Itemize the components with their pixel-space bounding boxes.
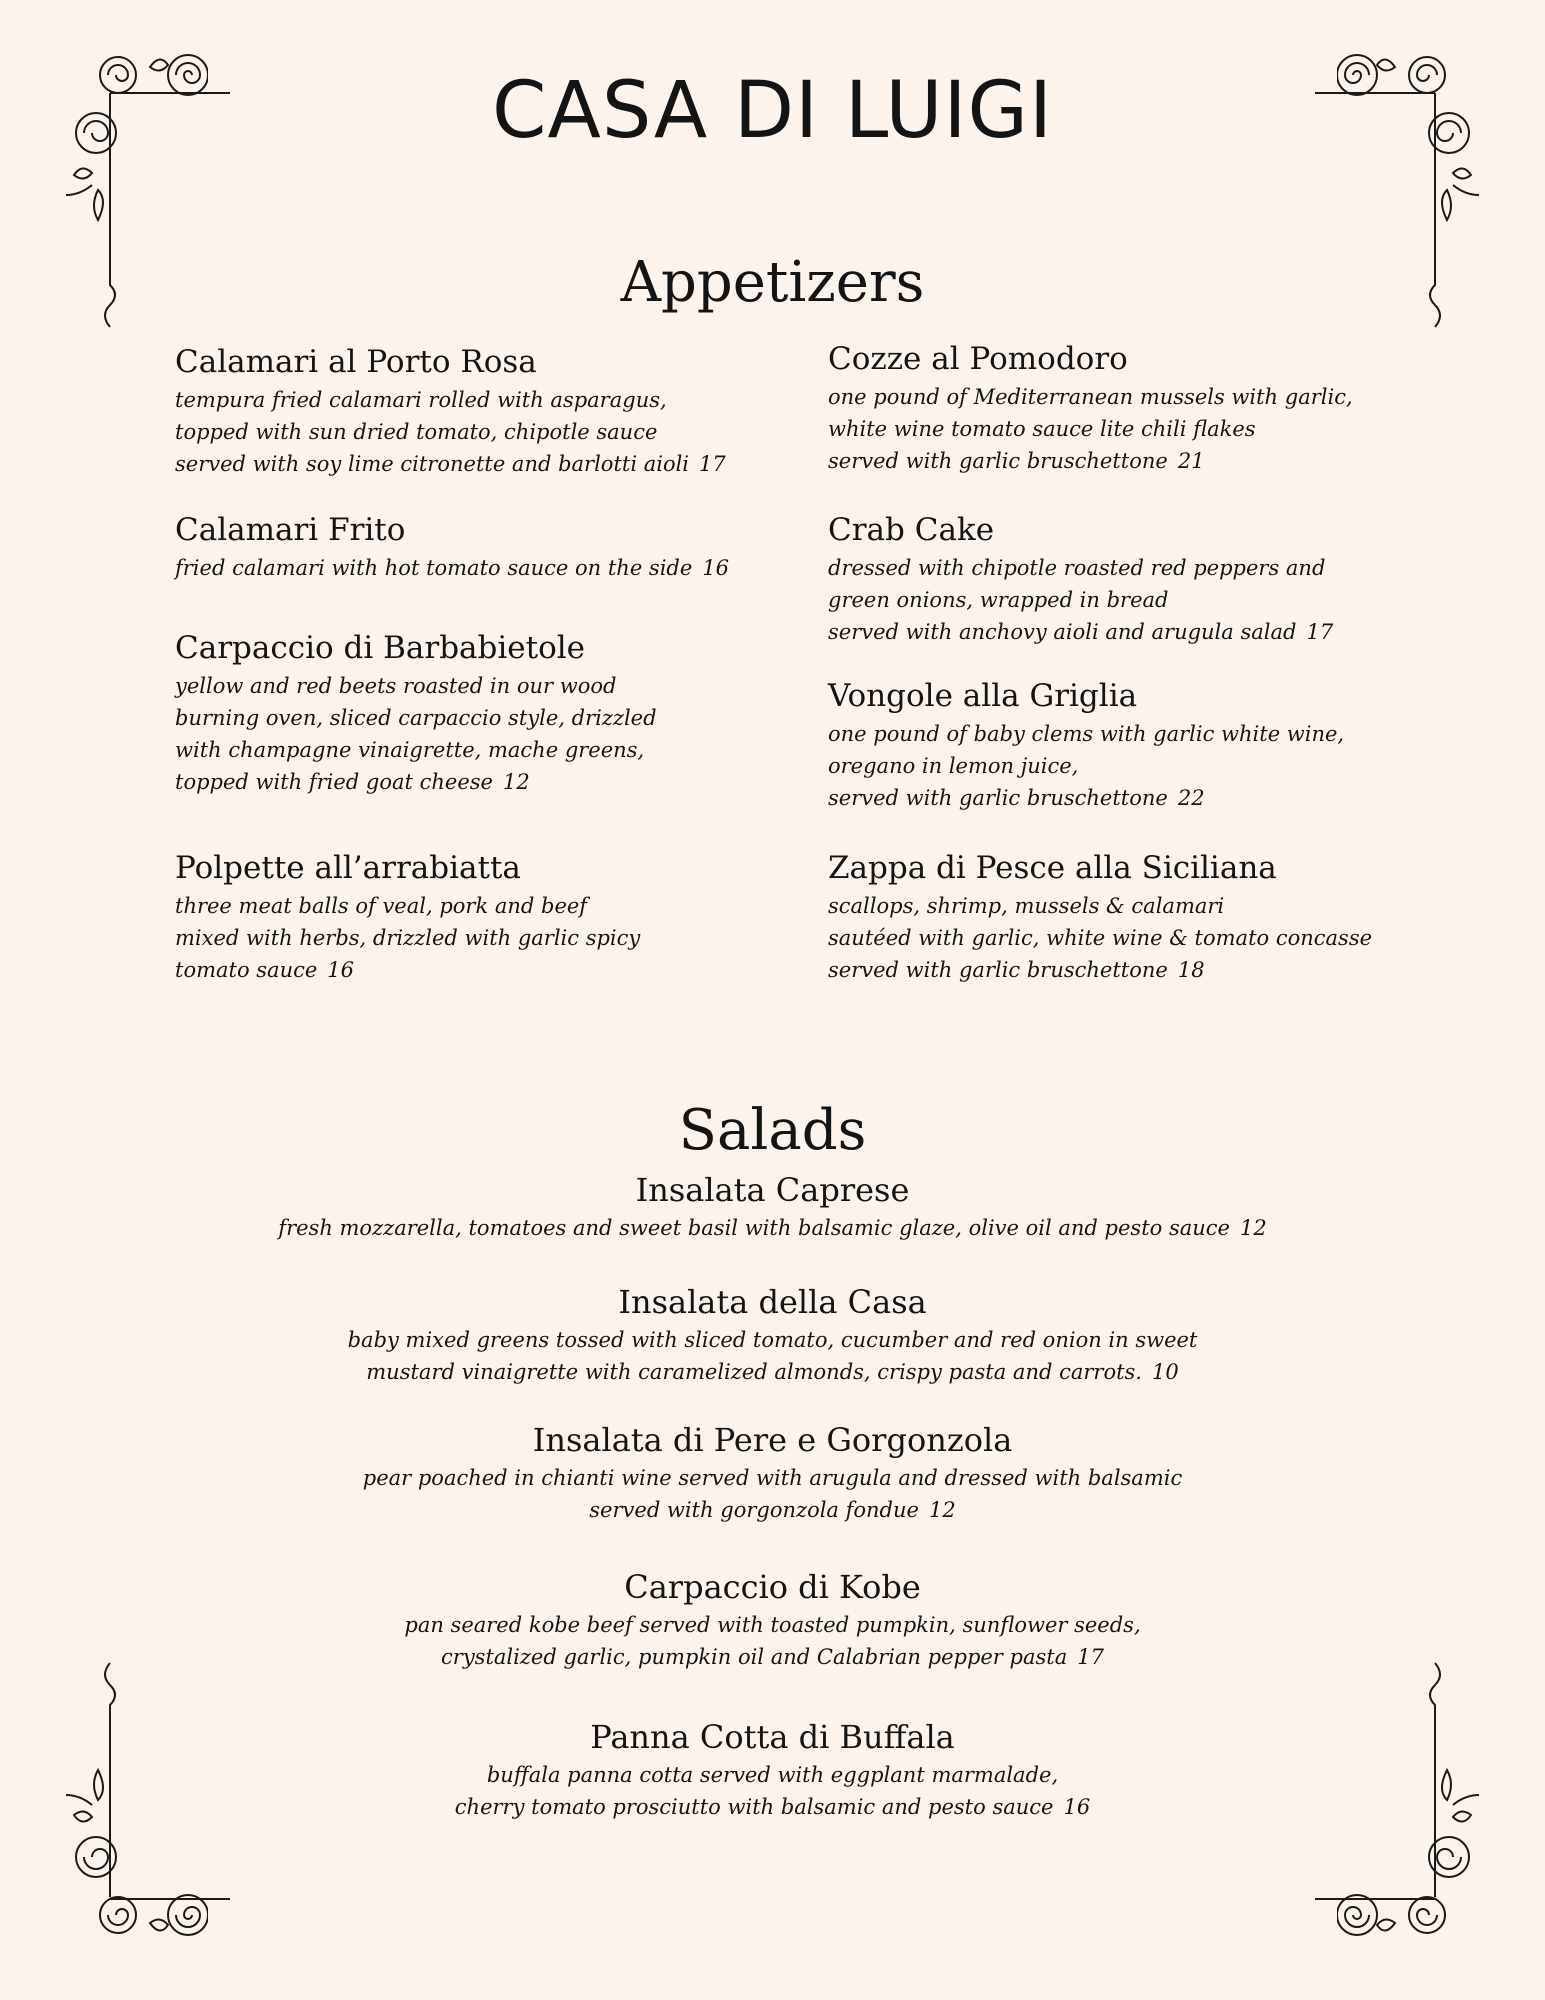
item-price: 18 [1177,958,1205,982]
item-name: Calamari al Porto Rosa [175,344,537,380]
description-line: topped with sun dried tomato, chipotle sauce [175,420,658,444]
description-line: yellow and red beets roasted in our wood [175,674,617,698]
item-name: Polpette all’arrabiatta [175,850,521,886]
item-name: Calamari Frito [175,512,406,548]
item-price: 12 [1239,1216,1267,1240]
description-line: mustard vinaigrette with caramelized almonds, crispy pasta and carrots. 10 [366,1360,1179,1384]
item-price: 16 [327,958,355,982]
item-price: 12 [502,770,530,794]
description-line: with champagne vinaigrette, mache greens, [175,738,645,762]
menu-item [175,342,795,480]
border-line-bottom-left [110,1898,230,1900]
border-line-bottom-right [1315,1898,1435,1900]
salads-heading: Salads [678,1098,867,1163]
item-description [0,1324,1545,1388]
item-description [175,670,795,798]
item-description [828,381,1448,477]
description-line: buffala panna cotta served with eggplant marmalade, [486,1763,1059,1787]
item-price: 16 [702,556,730,580]
item-description [175,384,795,480]
item-description [828,552,1448,648]
description-line: one pound of baby clems with garlic white wine, [828,722,1345,746]
description-line: sautéed with garlic, white wine & tomato concasse [828,926,1373,950]
item-price: 16 [1063,1795,1091,1819]
description-line: one pound of Mediterranean mussels with garlic, [828,385,1353,409]
description-line: fresh mozzarella, tomatoes and sweet basil with balsamic glaze, olive oil and pesto sauce 12 [278,1216,1267,1240]
item-price: 10 [1151,1360,1179,1384]
menu-item [828,848,1448,986]
description-line: served with garlic bruschettone 18 [828,958,1205,982]
menu-item [0,1717,1545,1823]
description-line: pear poached in chianti wine served with arugula and dressed with balsamic [362,1466,1183,1490]
item-name: Vongole alla Griglia [828,678,1138,714]
menu-item [175,510,795,584]
item-name: Carpaccio di Kobe [624,1568,921,1606]
menu-item [828,339,1448,477]
description-line: tomato sauce 16 [175,958,355,982]
description-line: served with garlic bruschettone 22 [828,786,1205,810]
item-description [0,1462,1545,1526]
item-price: 17 [1306,620,1334,644]
item-description [175,890,795,986]
item-name: Insalata Caprese [635,1171,910,1209]
item-description [828,890,1448,986]
item-description [0,1759,1545,1823]
item-price: 17 [699,452,726,476]
description-line: fried calamari with hot tomato sauce on the side 16 [175,556,730,580]
item-name: Insalata di Pere e Gorgonzola [532,1421,1013,1459]
description-line: baby mixed greens tossed with sliced tomato, cucumber and red onion in sweet [347,1328,1198,1352]
description-line: three meat balls of veal, pork and beef [175,894,588,918]
item-name: Panna Cotta di Buffala [590,1718,955,1756]
item-name: Carpaccio di Barbabietole [175,630,586,666]
description-line: topped with fried goat cheese 12 [175,770,530,794]
description-line: served with anchovy aioli and arugula salad 17 [828,620,1334,644]
item-description [0,1212,1545,1244]
menu-item [0,1170,1545,1244]
item-description [0,1609,1545,1673]
menu-item [175,848,795,986]
menu-item [0,1282,1545,1388]
menu-item [0,1567,1545,1673]
menu-item [828,510,1448,648]
item-name: Crab Cake [828,512,995,548]
item-price: 12 [928,1498,956,1522]
description-line: dressed with chipotle roasted red peppers and [828,556,1326,580]
item-description [175,552,795,584]
restaurant-name: CASA DI LUIGI [492,66,1053,156]
description-line: pan seared kobe beef served with toasted pumpkin, sunflower seeds, [404,1613,1141,1637]
item-name: Zappa di Pesce alla Siciliana [828,850,1277,886]
item-description [828,718,1448,814]
description-line: tempura fried calamari rolled with asparagus, [175,388,667,412]
item-price: 21 [1177,449,1205,473]
menu-item [0,1420,1545,1526]
description-line: mixed with herbs, drizzled with garlic spicy [175,926,641,950]
description-line: cherry tomato prosciutto with balsamic and pesto sauce 16 [454,1795,1091,1819]
description-line: served with gorgonzola fondue 12 [589,1498,956,1522]
item-name: Insalata della Casa [618,1283,927,1321]
description-line: burning oven, sliced carpaccio style, drizzled [175,706,657,730]
appetizers-heading: Appetizers [620,250,925,315]
item-price: 17 [1077,1645,1104,1669]
description-line: served with soy lime citronette and barlotti aioli 17 [175,452,726,476]
menu-item [175,628,795,798]
description-line: green onions, wrapped in bread [828,588,1169,612]
description-line: served with garlic bruschettone 21 [828,449,1205,473]
description-line: scallops, shrimp, mussels & calamari [828,894,1225,918]
description-line: white wine tomato sauce lite chili flakes [828,417,1256,441]
description-line: oregano in lemon juice, [828,754,1079,778]
description-line: crystalized garlic, pumpkin oil and Calabrian pepper pasta 17 [441,1645,1104,1669]
item-name: Cozze al Pomodoro [828,341,1128,377]
menu-item [828,676,1448,814]
item-price: 22 [1177,786,1205,810]
